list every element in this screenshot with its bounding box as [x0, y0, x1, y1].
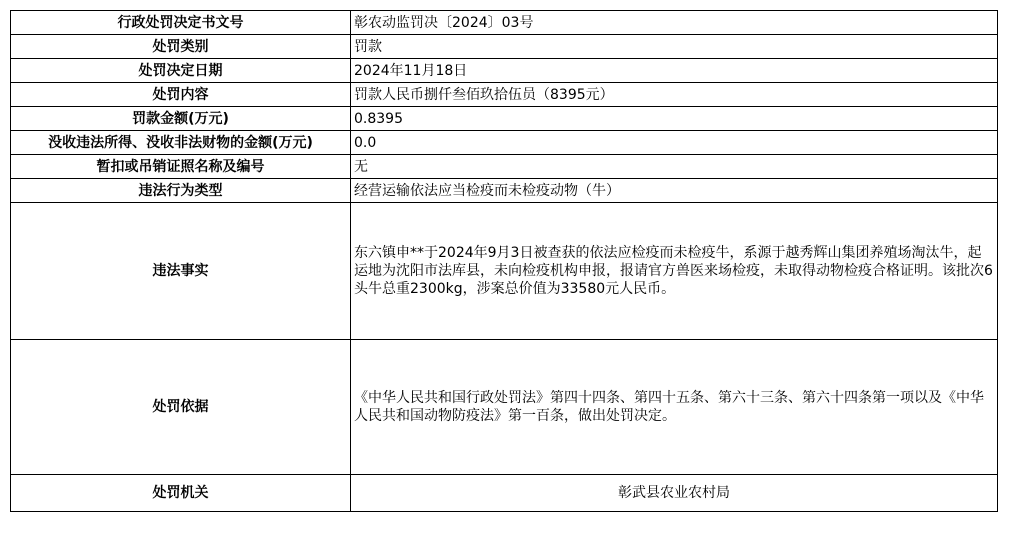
label-penalty-authority: 处罚机关	[11, 475, 351, 512]
row-decision-date	[11, 59, 998, 83]
value-penalty-content: 罚款人民币捌仟叁佰玖拾伍员（8395元）	[351, 83, 998, 107]
row-violation-type	[11, 179, 998, 203]
value-legal-basis: 《中华人民共和国行政处罚法》第四十四条、第四十五条、第六十三条、第六十四条第一项以及《中华人民共和国动物防疫法》第一百条，做出处罚决定。	[351, 340, 998, 475]
row-document-number	[11, 11, 998, 35]
label-confiscation-amount: 没收违法所得、没收非法财物的金额(万元)	[11, 131, 351, 155]
label-license-revocation: 暂扣或吊销证照名称及编号	[11, 155, 351, 179]
value-decision-date: 2024年11月18日	[351, 59, 998, 83]
label-violation-facts: 违法事实	[11, 203, 351, 340]
row-fine-amount	[11, 107, 998, 131]
label-penalty-category: 处罚类别	[11, 35, 351, 59]
row-confiscation-amount	[11, 131, 998, 155]
label-decision-date: 处罚决定日期	[11, 59, 351, 83]
label-legal-basis: 处罚依据	[11, 340, 351, 475]
label-fine-amount: 罚款金额(万元)	[11, 107, 351, 131]
value-penalty-category: 罚款	[351, 35, 998, 59]
row-license-revocation	[11, 155, 998, 179]
row-penalty-category	[11, 35, 998, 59]
row-penalty-content	[11, 83, 998, 107]
value-fine-amount: 0.8395	[351, 107, 998, 131]
row-penalty-authority	[11, 475, 998, 512]
row-violation-facts	[11, 203, 998, 340]
value-violation-facts: 东六镇申**于2024年9月3日被查获的依法应检疫而未检疫牛，系源于越秀辉山集团养殖场淘汰牛，起运地为沈阳市法库县，未向检疫机构申报，报请官方兽医来场检疫，未取得动物检疫合格证明。该批次6头牛总重2300kg，涉案总价值为33580元人民币。	[351, 203, 998, 340]
label-penalty-content: 处罚内容	[11, 83, 351, 107]
value-document-number: 彰农动监罚决〔2024〕03号	[351, 11, 998, 35]
value-confiscation-amount: 0.0	[351, 131, 998, 155]
label-violation-type: 违法行为类型	[11, 179, 351, 203]
value-violation-type: 经营运输依法应当检疫而未检疫动物（牛）	[351, 179, 998, 203]
penalty-info-table	[10, 10, 998, 512]
row-legal-basis	[11, 340, 998, 475]
value-license-revocation: 无	[351, 155, 998, 179]
value-penalty-authority: 彰武县农业农村局	[351, 475, 998, 512]
label-document-number: 行政处罚决定书文号	[11, 11, 351, 35]
